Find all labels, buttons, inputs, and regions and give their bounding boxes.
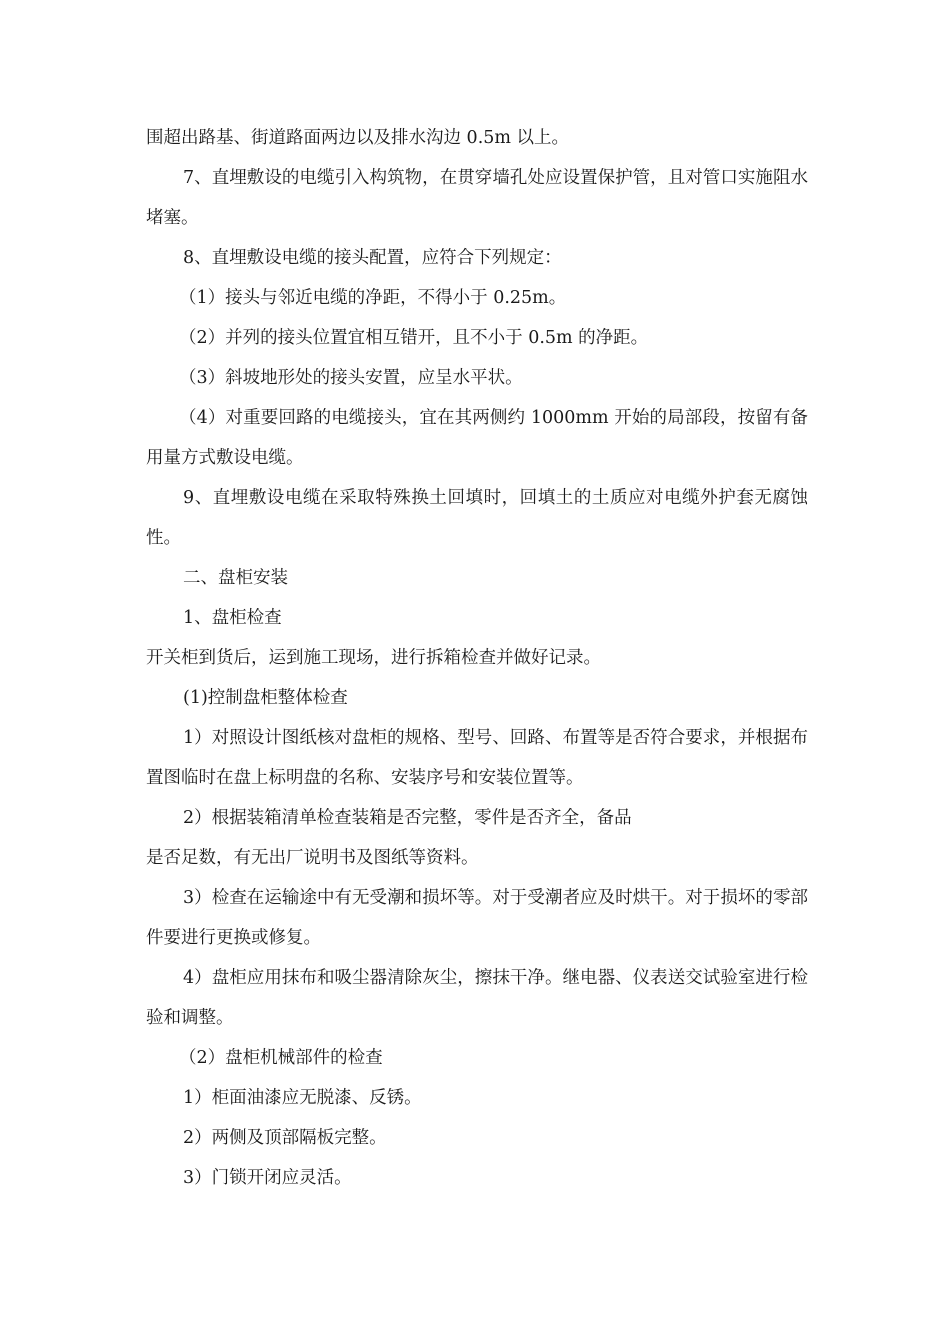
subsection-heading-cabinet-inspection: 1、盘柜检查	[183, 608, 282, 628]
paragraph-mechanical-3: 3）门锁开闭应灵活。	[183, 1168, 352, 1188]
paragraph-mechanical-2: 2）两侧及顶部隔板完整。	[183, 1128, 387, 1148]
paragraph-item-7: 7、直埋敷设的电缆引入构筑物，在贯穿墙孔处应设置保护管，且对管口实施阻水堵塞。	[146, 168, 808, 228]
paragraph-overall-inspection-heading: (1)控制盘柜整体检查	[183, 688, 348, 708]
paragraph-check-3: 3）检查在运输途中有无受潮和损坏等。对于受潮者应及时烘干。对于损坏的零部件要进行更换或修复。	[146, 888, 808, 948]
paragraph-check-2: 2）根据装箱清单检查装箱是否完整，零件是否齐全，备品	[183, 808, 632, 828]
paragraph-unpacking: 开关柜到货后，运到施工现场，进行拆箱检查并做好记录。	[146, 648, 601, 668]
paragraph-check-1: 1）对照设计图纸核对盘柜的规格、型号、回路、布置等是否符合要求，并根据布置图临时在盘上标明盘的名称、安装序号和安装位置等。	[146, 728, 808, 788]
paragraph-check-4: 4）盘柜应用抹布和吸尘器清除灰尘，擦抹干净。继电器、仪表送交试验室进行检验和调整。	[146, 968, 808, 1028]
paragraph-subitem-2: （2）并列的接头位置宜相互错开，且不小于 0.5m 的净距。	[179, 328, 649, 348]
paragraph-subitem-4: （4）对重要回路的电缆接头，宜在其两侧约 1000mm 开始的局部段，按留有备用量方式敷设电缆。	[146, 408, 808, 468]
paragraph-subitem-1: （1）接头与邻近电缆的净距，不得小于 0.25m。	[179, 288, 567, 308]
section-heading-cabinet-installation: 二、盘柜安装	[183, 568, 288, 588]
paragraph-subitem-3: （3）斜坡地形处的接头安置，应呈水平状。	[179, 368, 523, 388]
paragraph-mechanical-1: 1）柜面油漆应无脱漆、反锈。	[183, 1088, 422, 1108]
paragraph-item-9: 9、直埋敷设电缆在采取特殊换土回填时，回填土的土质应对电缆外护套无腐蚀性。	[146, 488, 808, 548]
paragraph-continuation: 围超出路基、街道路面两边以及排水沟边 0.5m 以上。	[146, 128, 570, 148]
paragraph-mechanical-inspection-heading: （2）盘柜机械部件的检查	[179, 1048, 383, 1068]
paragraph-item-8: 8、直埋敷设电缆的接头配置，应符合下列规定：	[183, 248, 562, 268]
document-body	[146, 118, 808, 1198]
paragraph-check-2-continued: 是否足数，有无出厂说明书及图纸等资料。	[146, 848, 479, 868]
